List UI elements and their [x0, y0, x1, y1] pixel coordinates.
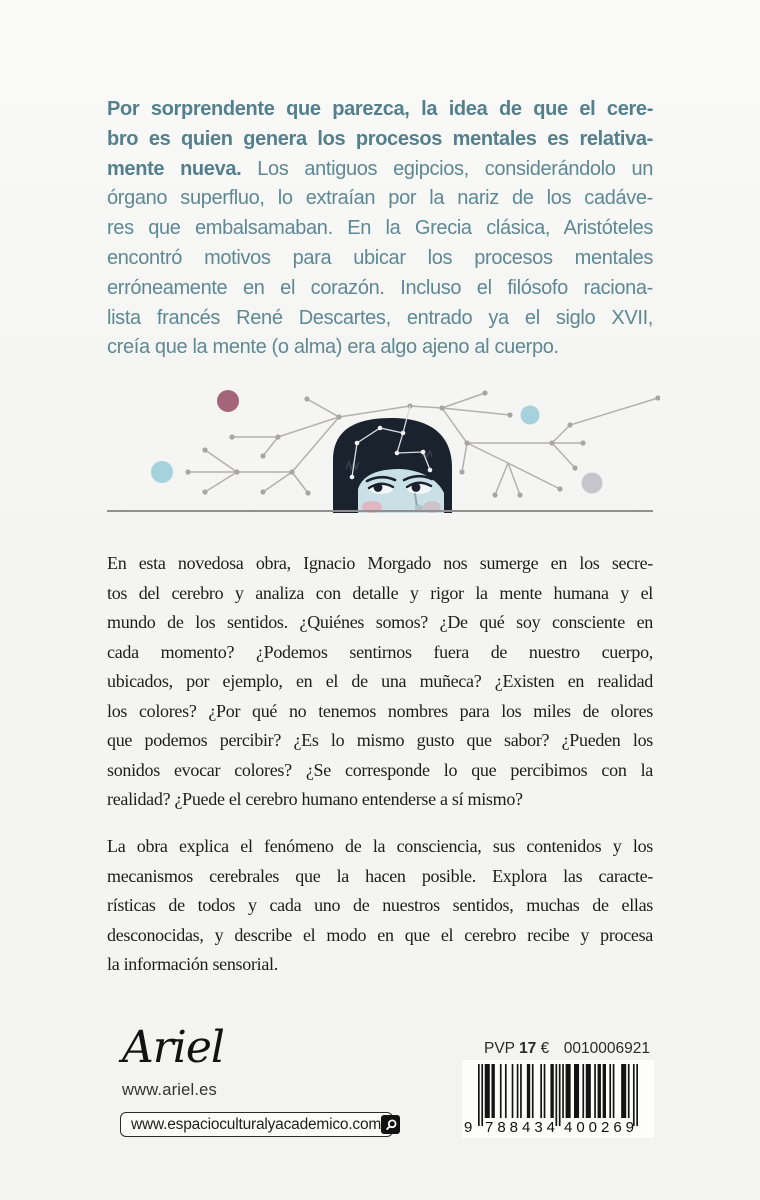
body2-line: La obra explica el fenómeno de la consciencia, sus contenidos y los [107, 836, 653, 856]
rose-accent-circle [217, 390, 239, 412]
body1-line: realidad? ¿Puede el cerebro humano entenderse a sí mismo? [107, 789, 523, 809]
intro-line: Por sorprendente que parezca, la idea de que el cere- [107, 98, 653, 120]
ean-barcode [478, 1064, 638, 1126]
body2-line: mecanismos cerebrales que la hacen posible. Explora las caracte- [107, 865, 653, 886]
portal-search-box [120, 1112, 393, 1137]
intro-line: creía que la mente (o alma) era algo ajeno al cuerpo. [107, 336, 559, 359]
body2-line: desconocidas, y describe el modo en que el cerebro recibe y procesa [107, 924, 653, 945]
body1-line: los colores? ¿Por qué no tenemos nombres para los miles de olores [107, 700, 653, 721]
search-icon [381, 1115, 400, 1134]
portal-url: www.espacioculturalyacademico.com [131, 1115, 382, 1133]
intro-line: res que embalsamaban. En la Grecia clásica, Aristóteles [107, 217, 653, 240]
body1-line: sonidos evocar colores? ¿Se corresponde lo que percibimos con la [107, 759, 653, 780]
ean-digit-group-left: 7 8 8 4 3 4 [485, 1119, 555, 1136]
body1-line: mundo de los sentidos. ¿Quiénes somos? ¿De qué soy consciente en [107, 612, 653, 632]
body1-line: cada momento? ¿Podemos sentirnos fuera de nuestro cuerpo, [107, 641, 653, 662]
body2-line: rísticas de todos y cada uno de nuestros sentidos, muchas de ellas [107, 895, 653, 915]
publisher-url: www.ariel.es [122, 1081, 218, 1099]
gray-accent-circle [582, 473, 603, 494]
blue-accent-circle-right [521, 406, 540, 425]
ean-digit-lead: 9 [464, 1119, 473, 1136]
synopsis-paragraph-2 [107, 832, 653, 980]
intro-line: lista francés René Descartes, entrado ya el siglo XVII, [107, 306, 653, 329]
ean-digit-group-right: 4 0 0 2 6 9 [564, 1119, 634, 1136]
peeking-head [333, 406, 452, 513]
price-label: PVP 17 € [484, 1040, 550, 1057]
intro-line: erróneamente en el corazón. Incluso el filósofo raciona- [107, 276, 653, 299]
body1-line: ubicados, por ejemplo, en el de una muñeca? ¿Existen en realidad [107, 671, 653, 691]
intro-line: encontró motivos para ubicar los procesos mentales [107, 246, 653, 269]
body1-line: tos del cerebro y analiza con detalle y rigor la mente humana y el [107, 582, 653, 603]
body1-line: En esta novedosa obra, Ignacio Morgado nos sumerge en los secre- [107, 553, 653, 573]
synopsis-paragraph-1 [107, 549, 653, 815]
product-code: 0010006921 [563, 1040, 650, 1057]
blue-accent-circle-left [151, 461, 173, 483]
neural-head-illustration [100, 385, 660, 515]
barcode-labels [462, 1040, 650, 1058]
intro-line: órgano superfluo, lo extraían por la nariz de los cadáve- [107, 187, 653, 210]
intro-paragraph [107, 95, 653, 363]
body2-line: la información sensorial. [107, 954, 278, 974]
intro-line: bro es quien genera los procesos mentales es relativa- [107, 127, 653, 150]
intro-line: mente nueva. Los antiguos egipcios, considerándolo un [107, 157, 653, 180]
body1-line: que podemos percibir? ¿Es lo mismo gusto que sabor? ¿Pueden los [107, 730, 653, 750]
publisher-logo: Ariel [122, 1022, 224, 1073]
